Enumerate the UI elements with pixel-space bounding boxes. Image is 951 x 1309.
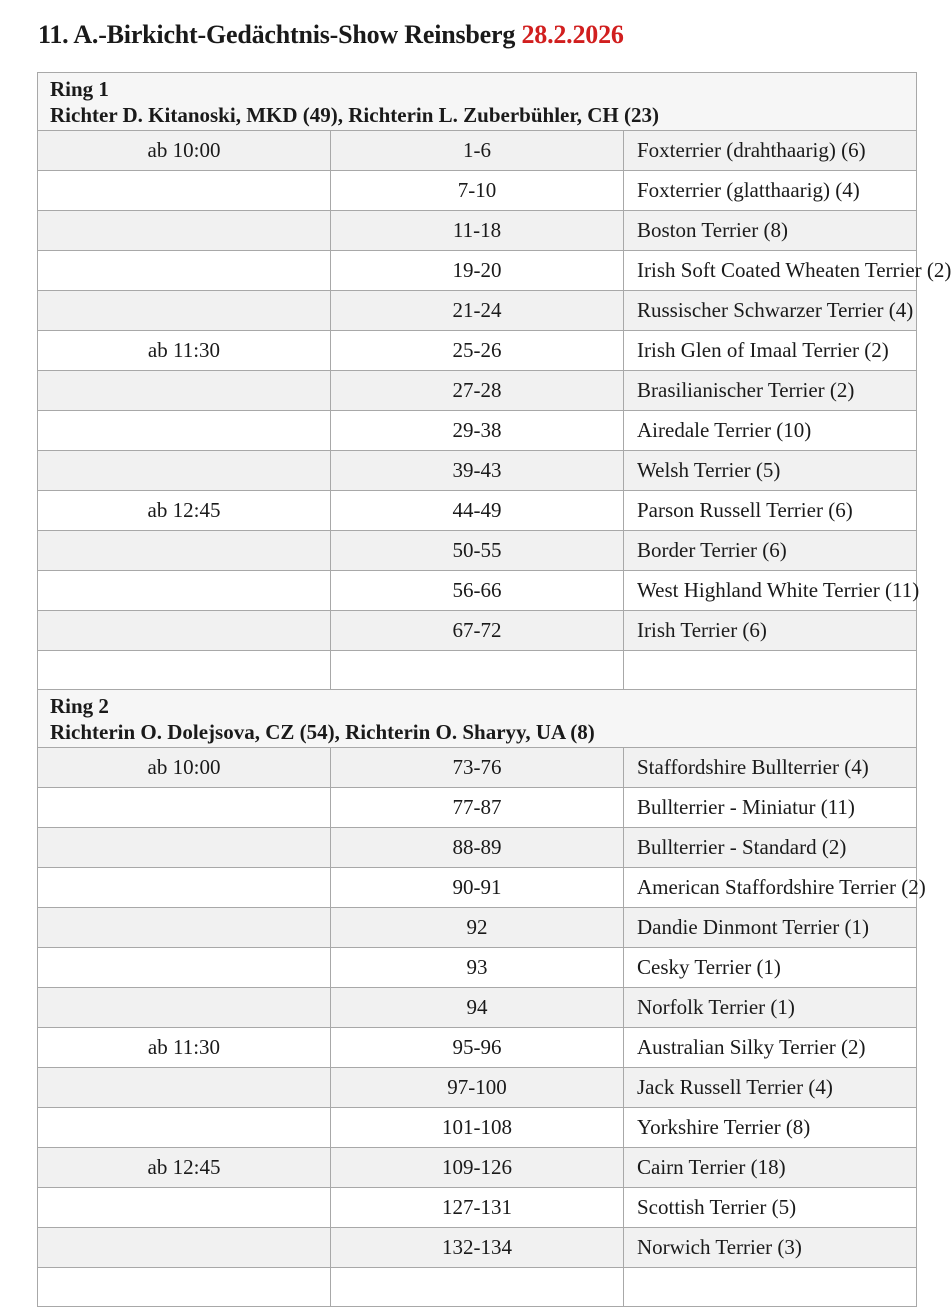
ring-name: Ring 2 <box>50 694 109 718</box>
breed-cell: Australian Silky Terrier (2) <box>624 1028 917 1068</box>
table-row <box>38 748 917 788</box>
start-time-cell: ab 12:45 <box>38 491 331 531</box>
table-row <box>38 828 917 868</box>
ring-header <box>38 690 917 748</box>
catalog-numbers-cell: 93 <box>331 948 624 988</box>
catalog-numbers-cell: 77-87 <box>331 788 624 828</box>
start-time-cell <box>38 1108 331 1148</box>
breed-cell: Welsh Terrier (5) <box>624 451 917 491</box>
breed-cell: Irish Glen of Imaal Terrier (2) <box>624 331 917 371</box>
empty-cell <box>38 1268 331 1307</box>
table-row <box>38 131 917 171</box>
start-time-cell <box>38 251 331 291</box>
catalog-numbers-cell: 21-24 <box>331 291 624 331</box>
table-row <box>38 1228 917 1268</box>
start-time-cell <box>38 291 331 331</box>
breed-cell: Foxterrier (drahthaarig) (6) <box>624 131 917 171</box>
start-time-cell <box>38 868 331 908</box>
breed-cell: Staffordshire Bullterrier (4) <box>624 748 917 788</box>
start-time-cell <box>38 828 331 868</box>
breed-cell: Bullterrier - Standard (2) <box>624 828 917 868</box>
start-time-cell: ab 11:30 <box>38 1028 331 1068</box>
start-time-cell <box>38 1068 331 1108</box>
breed-cell: Bullterrier - Miniatur (11) <box>624 788 917 828</box>
table-row <box>38 948 917 988</box>
start-time-cell <box>38 908 331 948</box>
start-time-cell <box>38 531 331 571</box>
start-time-cell <box>38 171 331 211</box>
catalog-numbers-cell: 7-10 <box>331 171 624 211</box>
ring-header <box>38 73 917 131</box>
table-row <box>38 788 917 828</box>
breed-cell: Norfolk Terrier (1) <box>624 988 917 1028</box>
catalog-numbers-cell: 27-28 <box>331 371 624 411</box>
breed-cell: Brasilianischer Terrier (2) <box>624 371 917 411</box>
ring-header-cell <box>38 690 917 748</box>
catalog-numbers-cell: 73-76 <box>331 748 624 788</box>
table-row <box>38 291 917 331</box>
breed-cell: Yorkshire Terrier (8) <box>624 1108 917 1148</box>
empty-cell <box>331 651 624 690</box>
breed-cell: Cesky Terrier (1) <box>624 948 917 988</box>
show-date: 28.2.2026 <box>521 20 624 49</box>
start-time-cell <box>38 411 331 451</box>
start-time-cell <box>38 1228 331 1268</box>
breed-cell: Norwich Terrier (3) <box>624 1228 917 1268</box>
table-row <box>38 411 917 451</box>
start-time-cell <box>38 611 331 651</box>
catalog-numbers-cell: 101-108 <box>331 1108 624 1148</box>
empty-cell <box>624 1268 917 1307</box>
breed-cell: Russischer Schwarzer Terrier (4) <box>624 291 917 331</box>
catalog-numbers-cell: 56-66 <box>331 571 624 611</box>
breed-cell: Dandie Dinmont Terrier (1) <box>624 908 917 948</box>
table-row <box>38 611 917 651</box>
start-time-cell: ab 12:45 <box>38 1148 331 1188</box>
empty-cell <box>624 651 917 690</box>
catalog-numbers-cell: 132-134 <box>331 1228 624 1268</box>
empty-cell <box>331 1268 624 1307</box>
start-time-cell <box>38 788 331 828</box>
table-row <box>38 171 917 211</box>
table-row <box>38 371 917 411</box>
schedule-body <box>38 73 951 1307</box>
breed-cell: Cairn Terrier (18) <box>624 1148 917 1188</box>
breed-cell: Scottish Terrier (5) <box>624 1188 917 1228</box>
catalog-numbers-cell: 109-126 <box>331 1148 624 1188</box>
start-time-cell <box>38 571 331 611</box>
table-row <box>38 988 917 1028</box>
catalog-numbers-cell: 19-20 <box>331 251 624 291</box>
breed-cell: Parson Russell Terrier (6) <box>624 491 917 531</box>
breed-cell: West Highland White Terrier (11) <box>624 571 917 611</box>
catalog-numbers-cell: 97-100 <box>331 1068 624 1108</box>
schedule-table <box>37 72 951 1307</box>
catalog-numbers-cell: 88-89 <box>331 828 624 868</box>
catalog-numbers-cell: 95-96 <box>331 1028 624 1068</box>
catalog-numbers-cell: 25-26 <box>331 331 624 371</box>
catalog-numbers-cell: 127-131 <box>331 1188 624 1228</box>
breed-cell: Border Terrier (6) <box>624 531 917 571</box>
start-time-cell <box>38 988 331 1028</box>
catalog-numbers-cell: 11-18 <box>331 211 624 251</box>
table-row <box>38 211 917 251</box>
table-row <box>38 451 917 491</box>
catalog-numbers-cell: 67-72 <box>331 611 624 651</box>
table-row <box>38 251 917 291</box>
title-text: 11. A.-Birkicht-Gedächtnis-Show Reinsberg <box>38 20 516 49</box>
start-time-cell <box>38 948 331 988</box>
catalog-numbers-cell: 1-6 <box>331 131 624 171</box>
start-time-cell <box>38 371 331 411</box>
page-title <box>38 20 624 50</box>
table-row <box>38 571 917 611</box>
breed-cell: Boston Terrier (8) <box>624 211 917 251</box>
table-row <box>38 1028 917 1068</box>
spacer-row <box>38 1268 917 1307</box>
catalog-numbers-cell: 50-55 <box>331 531 624 571</box>
catalog-numbers-cell: 44-49 <box>331 491 624 531</box>
ring-judges: Richterin O. Dolejsova, CZ (54), Richterin O. Sharyy, UA (8) <box>50 720 595 744</box>
start-time-cell <box>38 1188 331 1228</box>
breed-cell: Irish Soft Coated Wheaten Terrier (2) <box>624 251 917 291</box>
table-row <box>38 868 917 908</box>
ring-header-cell <box>38 73 917 131</box>
catalog-numbers-cell: 29-38 <box>331 411 624 451</box>
table-row <box>38 908 917 948</box>
ring-name: Ring 1 <box>50 77 109 101</box>
breed-cell: Airedale Terrier (10) <box>624 411 917 451</box>
start-time-cell <box>38 451 331 491</box>
breed-cell: American Staffordshire Terrier (2) <box>624 868 917 908</box>
spacer-row <box>38 651 917 690</box>
table-row <box>38 1108 917 1148</box>
catalog-numbers-cell: 92 <box>331 908 624 948</box>
catalog-numbers-cell: 90-91 <box>331 868 624 908</box>
catalog-numbers-cell: 39-43 <box>331 451 624 491</box>
start-time-cell: ab 10:00 <box>38 131 331 171</box>
table-row <box>38 331 917 371</box>
start-time-cell: ab 11:30 <box>38 331 331 371</box>
catalog-numbers-cell: 94 <box>331 988 624 1028</box>
table-row <box>38 491 917 531</box>
breed-cell: Jack Russell Terrier (4) <box>624 1068 917 1108</box>
start-time-cell <box>38 211 331 251</box>
breed-cell: Foxterrier (glatthaarig) (4) <box>624 171 917 211</box>
empty-cell <box>38 651 331 690</box>
table-row <box>38 1068 917 1108</box>
start-time-cell: ab 10:00 <box>38 748 331 788</box>
ring-judges: Richter D. Kitanoski, MKD (49), Richterin L. Zuberbühler, CH (23) <box>50 103 659 127</box>
table-row <box>38 1188 917 1228</box>
breed-cell: Irish Terrier (6) <box>624 611 917 651</box>
table-row <box>38 531 917 571</box>
table-row <box>38 1148 917 1188</box>
